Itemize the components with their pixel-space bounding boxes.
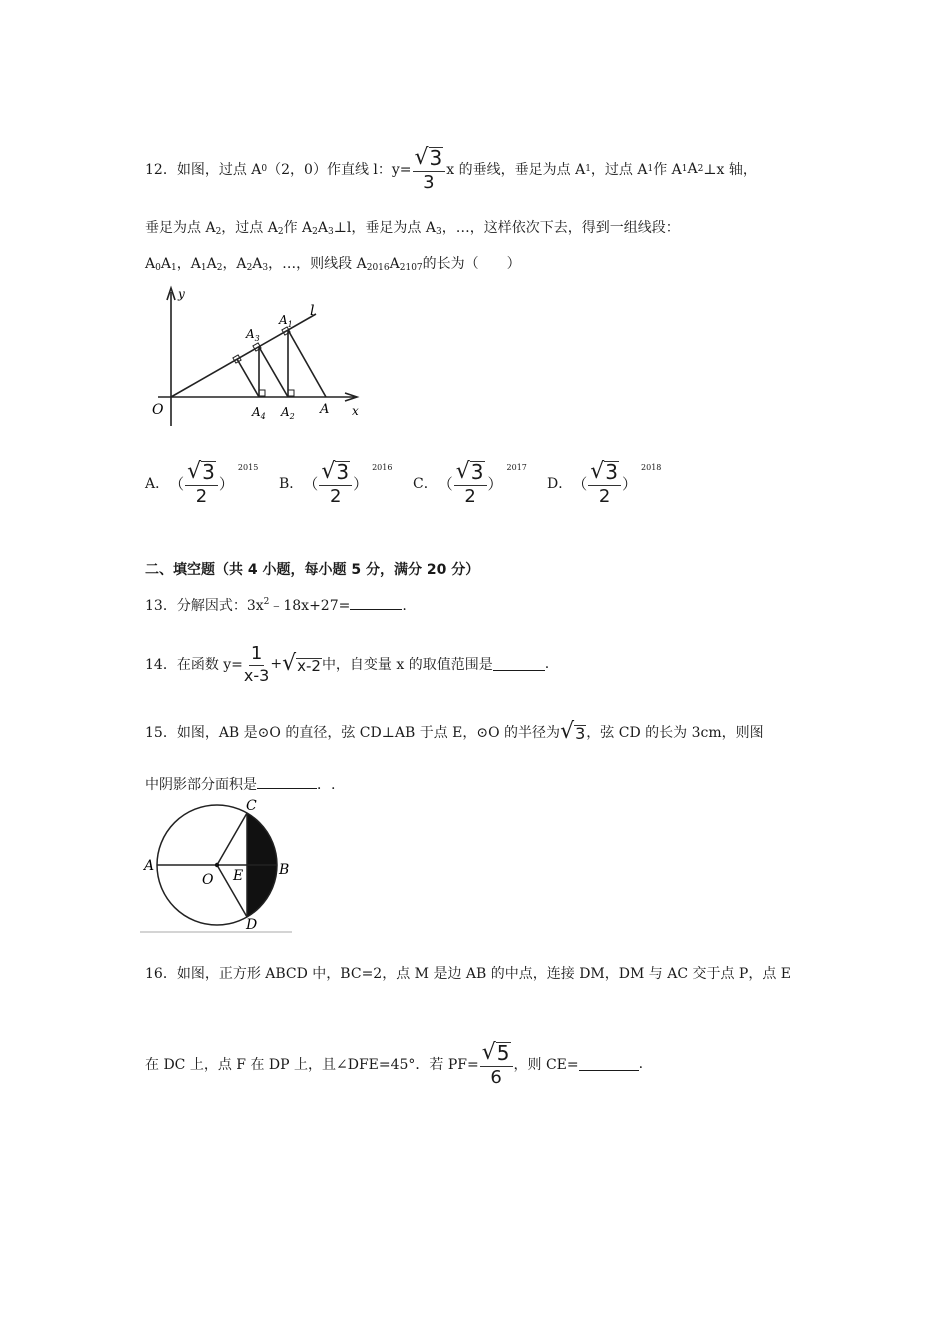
line-l [171, 314, 316, 397]
svg-text:B: B [279, 862, 290, 878]
svg-text:l: l [310, 303, 315, 319]
segment-OC [217, 813, 247, 865]
option-a[interactable]: A． （ √ 3 2 ） 2015 [145, 458, 259, 507]
fraction-sqrt3-over-3: √ 3 3 [413, 147, 446, 192]
svg-text:O: O [152, 402, 164, 418]
answer-blank[interactable] [493, 658, 545, 671]
option-d[interactable]: D． （ √ 3 2 ） 2018 [547, 458, 662, 507]
option-c[interactable]: C． （ √ 3 2 ） 2017 [413, 458, 527, 507]
fraction-sqrt5-over-6: √ 5 6 [480, 1042, 513, 1087]
q15-line2: 中阴影部分面积是 ．. [145, 777, 336, 793]
segment-A4A5 [237, 359, 259, 397]
q16-line2: 在 DC 上，点 F 在 DP 上，且∠DFE=45°．若 PF= √ 5 6 ，则 CE= . [145, 1039, 644, 1088]
section-heading: 二、填空题（共 4 小题，每小题 5 分，满分 20 分） [145, 562, 480, 578]
option-b[interactable]: B． （ √ 3 2 ） 2016 [279, 458, 393, 507]
svg-text:x: x [352, 404, 359, 418]
svg-text:O: O [202, 872, 214, 888]
q16-line1: 16．如图，正方形 ABCD 中，BC=2，点 M 是边 AB 的中点，连接 DM，DM 与 AC 交于点 P，点 E [145, 966, 792, 982]
q12-figure [140, 280, 380, 430]
q15-line1: 15．如图，AB 是⊙O 的直径，弦 CD⊥AB 于点 E，⊙O 的半径为 √ 3 ，弦 CD 的长为 3cm，则图 [145, 719, 764, 744]
svg-text:E: E [233, 868, 244, 884]
svg-text:A: A [144, 858, 155, 874]
q12-options [145, 458, 681, 508]
answer-blank[interactable] [579, 1058, 639, 1071]
segment-A0A1 [288, 330, 326, 397]
svg-text:A3: $A_3$ [246, 327, 260, 343]
sqrt-3: √ 3 [560, 719, 586, 744]
answer-blank[interactable] [350, 597, 402, 610]
fraction-1-over-x-3: $\frac{1}{x-3}$ [243, 642, 270, 685]
svg-text:D: D [246, 917, 258, 933]
q15-figure [140, 796, 300, 936]
q13: 13．分解因式：$3x^2﹣18x+27=$ . [145, 597, 407, 614]
q12-line1: 12． 如图，过点 A 0 （2，0）作直线 l：y= √ 3 3 x 的垂线，垂足为点 A 1 ，过点 A 1 作 A 1 A 2 ⊥x 轴， [145, 144, 757, 193]
q12-line2: 垂足为点 $A_2$，过点 $A_2$作 $A_2A_3\perp l$，垂足为点 $A_3$，…，这样依次下去，得到一组线段： [145, 220, 680, 237]
svg-text:A2: $A_2$ [281, 405, 295, 421]
svg-text:C: C [246, 798, 257, 814]
svg-text:A: A [320, 402, 330, 417]
svg-text:y: y [178, 287, 185, 301]
svg-text:A4: $A_4$ [252, 405, 266, 421]
q14: 14．在函数 y= $\frac{1}{x-3}$ + √ x-2 中，自变量 x 的取值范围是 . [145, 642, 550, 685]
svg-text:A1: $A_1$ [279, 313, 293, 329]
answer-blank[interactable] [257, 776, 317, 789]
q12-line3: $A_0A_1$，$A_1A_2$，$A_2A_3$，…，则线段 $A_{2016}A_{2107}$的长为（ ） [145, 256, 521, 273]
sqrt-x-2: √ x-2 [282, 651, 321, 676]
